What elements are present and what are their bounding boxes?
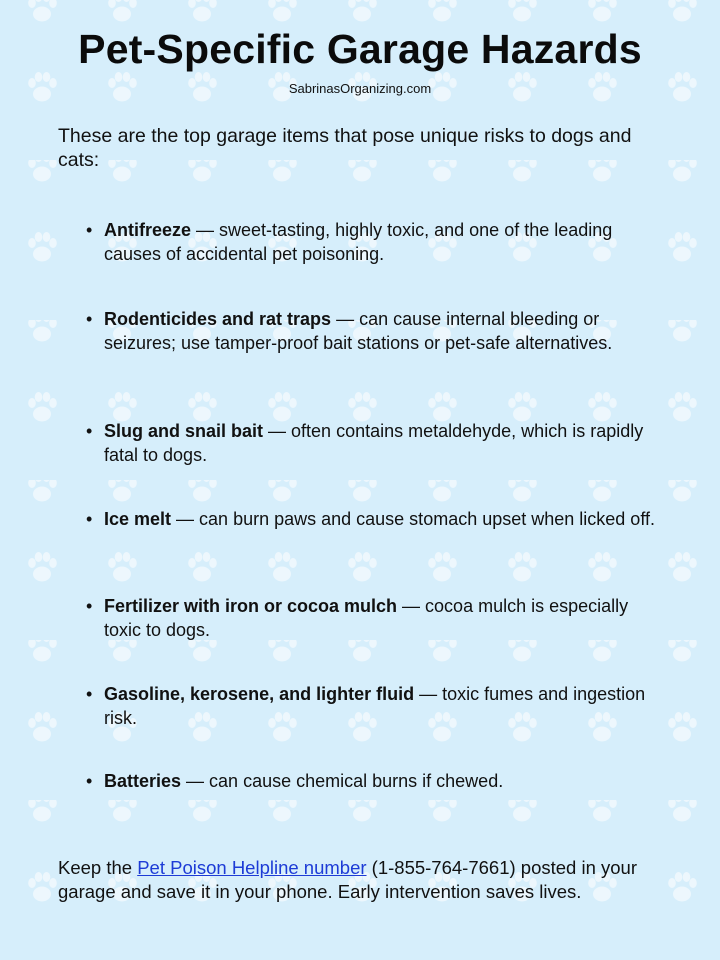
hazard-text xyxy=(104,307,666,355)
bullet-icon: • xyxy=(86,771,93,791)
hazard-text xyxy=(104,218,666,266)
hazard-text xyxy=(104,507,666,531)
hazard-name: Gasoline, kerosene, and lighter fluid xyxy=(104,684,415,704)
bullet-icon: • xyxy=(86,421,93,441)
helpline-paragraph xyxy=(58,856,658,904)
helpline-text-after: (1-855-764-7661) posted in your garage and save it in your phone. Early intervention saves lives. xyxy=(58,857,638,902)
hazard-description: — can burn paws and cause stomach upset when licked off. xyxy=(171,509,655,529)
bullet-icon: • xyxy=(86,509,93,529)
hazard-name: Slug and snail bait xyxy=(104,421,264,441)
pet-poison-helpline-link[interactable]: Pet Poison Helpline number xyxy=(137,857,367,878)
hazard-description: — sweet-tasting, highly toxic, and one of the leading causes of accidental pet poisoning. xyxy=(104,220,613,264)
helpline-text-before: Keep the xyxy=(58,857,138,878)
hazard-name: Fertilizer with iron or cocoa mulch xyxy=(104,596,398,616)
bullet-icon: • xyxy=(86,596,93,616)
hazard-description: — often contains metaldehyde, which is rapidly fatal to dogs. xyxy=(104,421,644,465)
list-item xyxy=(86,307,666,355)
bullet-icon: • xyxy=(86,684,93,704)
hazard-description: — toxic fumes and ingestion risk. xyxy=(104,684,646,728)
hazard-description: — can cause chemical burns if chewed. xyxy=(181,771,504,791)
list-item xyxy=(86,507,666,531)
bullet-icon: • xyxy=(86,220,93,240)
hazard-text xyxy=(104,682,666,730)
bullet-icon: • xyxy=(86,309,93,329)
hazard-description: — cocoa mulch is especially toxic to dogs. xyxy=(104,596,629,640)
hazard-text xyxy=(104,769,666,793)
hazard-name: Rodenticides and rat traps xyxy=(104,309,332,329)
hazard-description: — can cause internal bleeding or seizures; use tamper-proof bait stations or pet-safe alternatives. xyxy=(104,309,613,353)
list-item xyxy=(86,218,666,266)
list-item xyxy=(86,594,666,642)
site-credit: SabrinasOrganizing.com xyxy=(288,81,432,96)
list-item xyxy=(86,419,666,467)
hazard-name: Batteries xyxy=(104,771,182,791)
list-item xyxy=(86,769,666,793)
hazard-text xyxy=(104,594,666,642)
intro-paragraph: These are the top garage items that pose unique risks to dogs and cats: xyxy=(58,125,632,171)
list-item xyxy=(86,682,666,730)
page-title: Pet-Specific Garage Hazards xyxy=(78,26,642,72)
hazard-name: Antifreeze xyxy=(104,220,192,240)
hazard-text xyxy=(104,419,666,467)
hazard-name: Ice melt xyxy=(104,509,172,529)
